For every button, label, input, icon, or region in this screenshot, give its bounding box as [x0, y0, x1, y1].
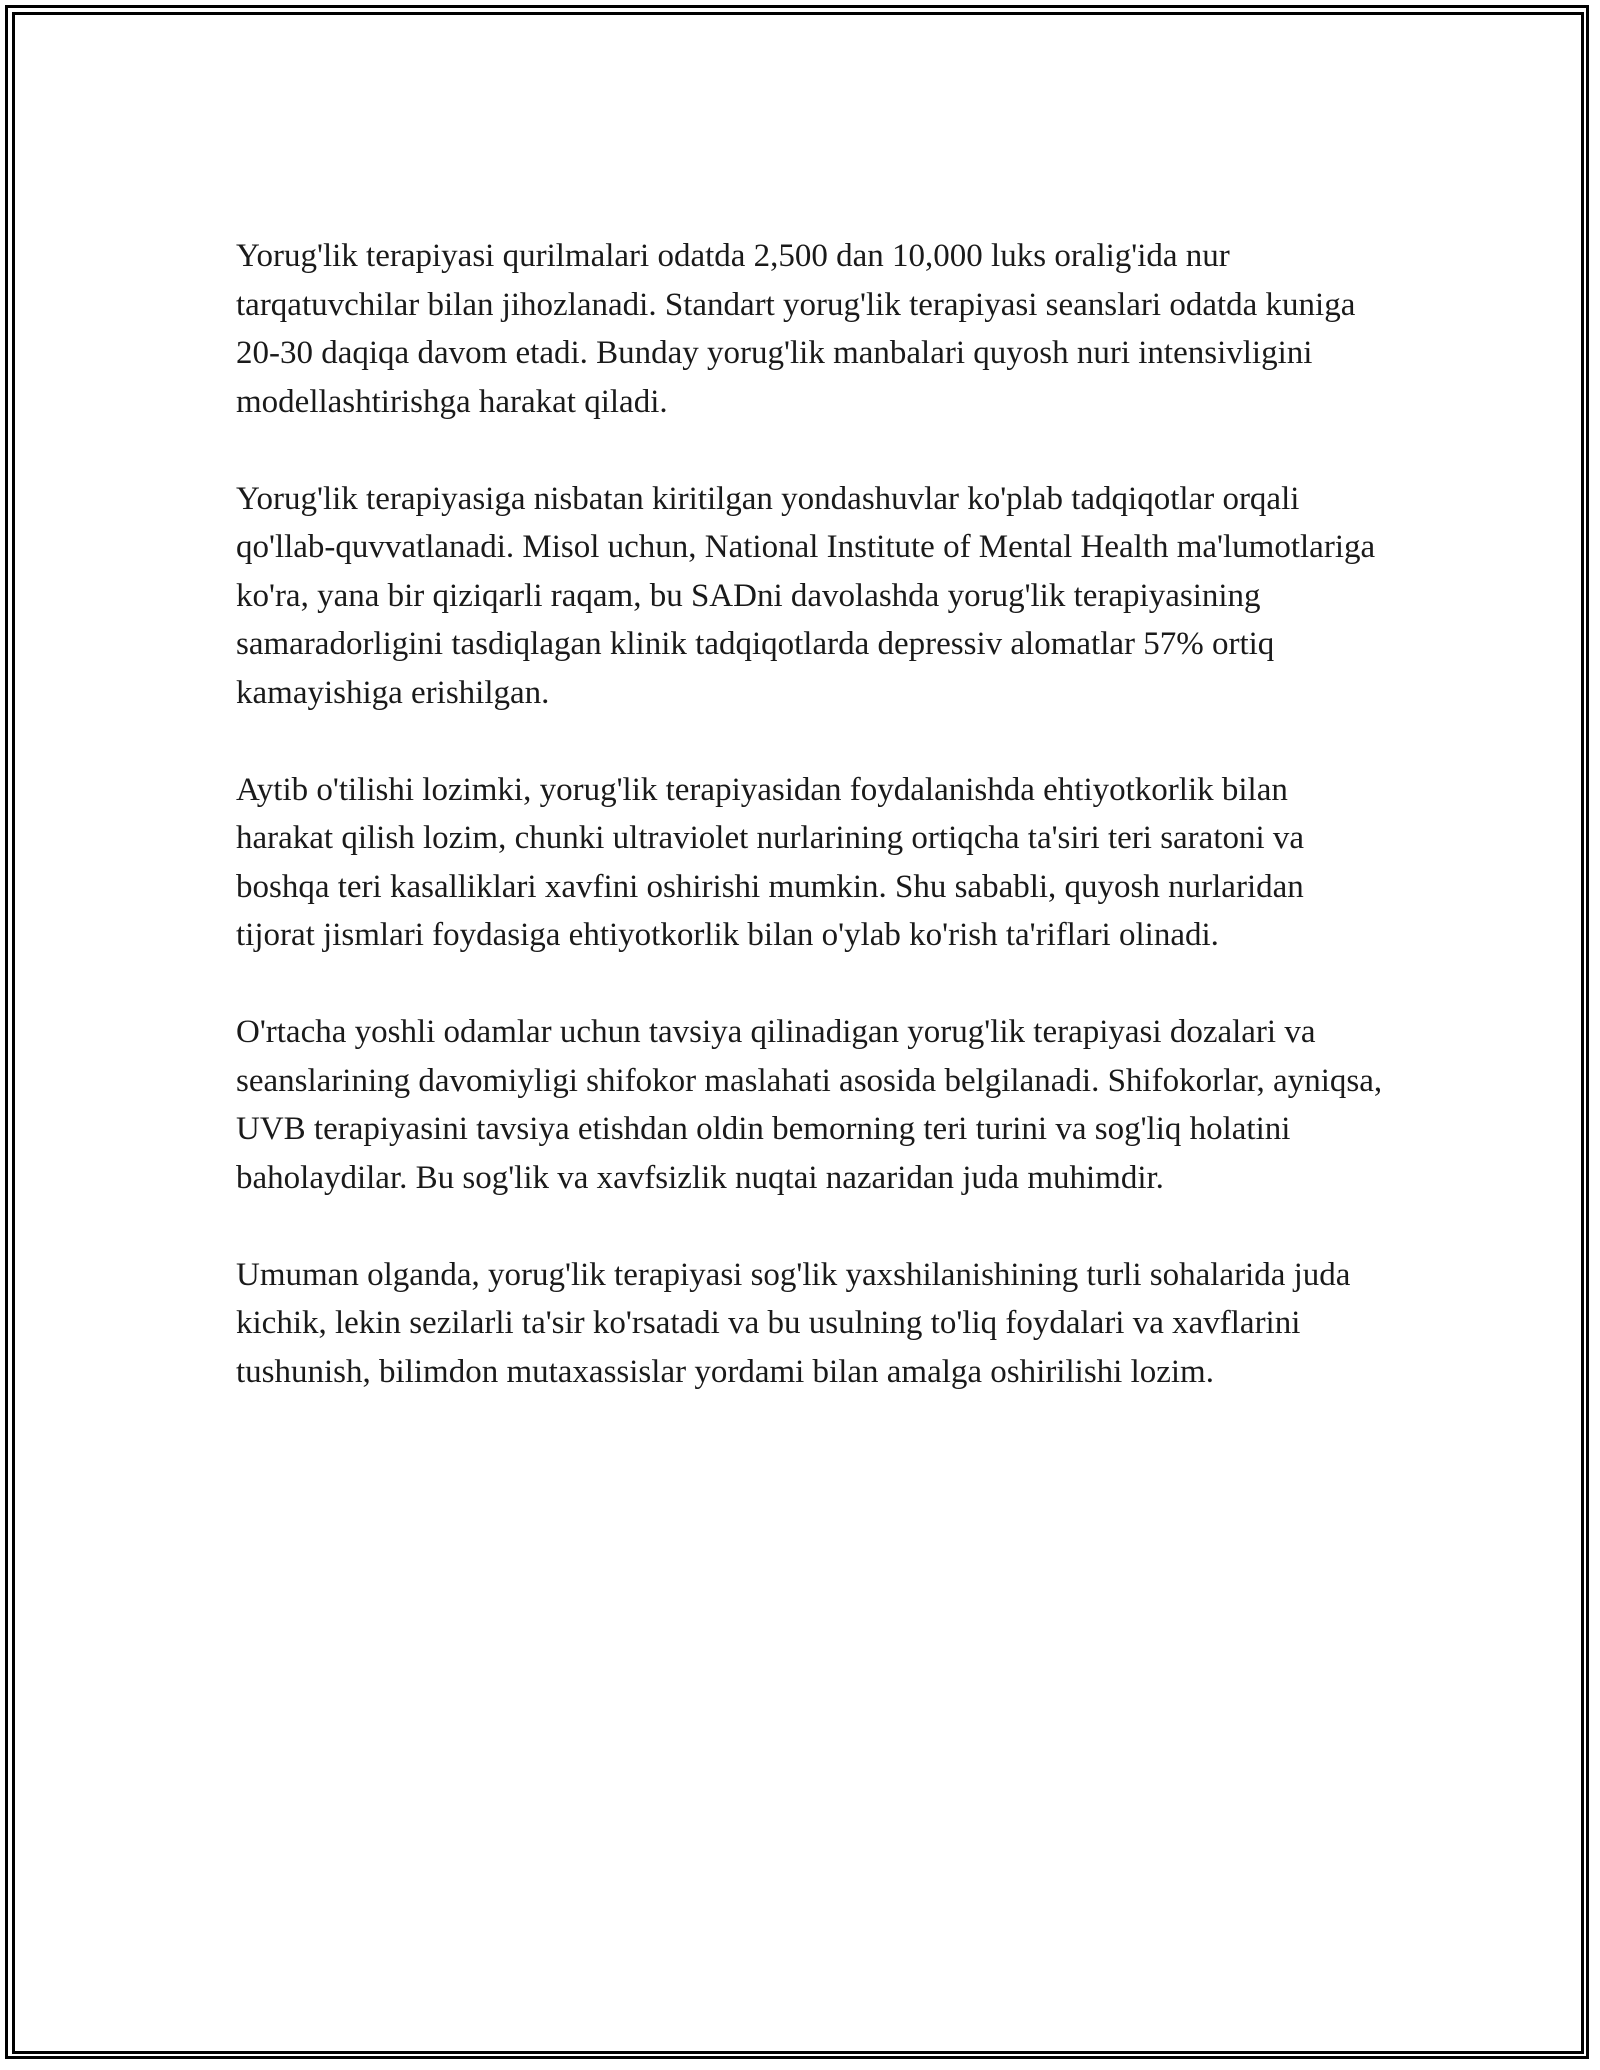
paragraph-5: Umuman olganda, yorug'lik terapiyasi sog'lik yaxshilanishining turli sohalarida juda kichik, lekin sezilarli ta'sir ko'rsatadi va bu usulning to'liq foydalari va xavflarini tushunish, bilimdon mutaxassislar yordami bilan amalga oshirilishi lozim. — [236, 1256, 1351, 1390]
paragraph-3: Aytib o'tilishi lozimki, yorug'lik terapiyasidan foydalanishda ehtiyotkorlik bilan harakat qilish lozim, chunki ultraviolet nurlarining ortiqcha ta'siri teri saratoni va boshqa teri kasalliklari xavfini oshirishi mumkin. Shu sababli, quyosh nurlaridan tijorat jismlari foydasiga ehtiyotkorlik bilan o'ylab ko'rish ta'riflari olinadi. — [236, 771, 1305, 953]
document-body — [236, 232, 1386, 1445]
paragraph-4: O'rtacha yoshli odamlar uchun tavsiya qilinadigan yorug'lik terapiyasi dozalari va seanslarining davomiyligi shifokor maslahati asosida belgilanadi. Shifokorlar, ayniqsa, UVB terapiyasini tavsiya etishdan oldin bemorning teri turini va sog'liq holatini baholaydilar. Bu sog'lik va xavfsizlik nuqtai nazaridan juda muhimdir. — [236, 1014, 1383, 1196]
paragraph-1: Yorug'lik terapiyasi qurilmalari odatda 2,500 dan 10,000 luks oralig'ida nur tarqatuvchilar bilan jihozlanadi. Standart yorug'lik terapiyasi seanslari odatda kuniga 20-30 daqiqa davom etadi. Bunday yorug'lik manbalari quyosh nuri intensivligini modellashtirishga harakat qiladi. — [236, 238, 1356, 420]
paragraph-2: Yorug'lik terapiyasiga nisbatan kiritilgan yondashuvlar ko'plab tadqiqotlar orqali qo'llab-quvvatlanadi. Misol uchun, National Institute of Mental Health ma'lumotlariga ko'ra, yana bir qiziqarli raqam, bu SADni davolashda yorug'lik terapiyasining samaradorligini tasdiqlagan klinik tadqiqotlarda depressiv alomatlar 57% ortiq kamayishiga erishilgan. — [236, 480, 1376, 711]
